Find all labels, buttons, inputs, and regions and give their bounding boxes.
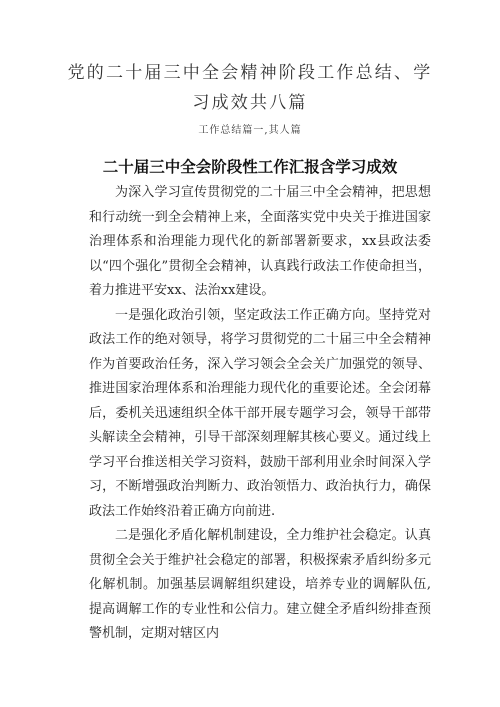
document-title-line-2: 习成效共八篇 — [192, 93, 308, 113]
document-title-line-1: 党的二十届三中全会精神阶段工作总结、学 — [67, 63, 433, 83]
section-heading: 二十届三中全会阶段性工作汇报含学习成效 — [102, 158, 398, 176]
document-title — [60, 58, 440, 118]
document-subtitle: 工作总结篇一,其人篇 — [198, 125, 302, 136]
body-text — [89, 181, 431, 647]
paragraph-3: 二是强化矛盾化解机制建设，全力维护社会稳定。认真贯彻全会关于维护社会稳定的部署，积极探索矛盾纠纷多元化解机制。加强基层调解组织建设，培养专业的调解队伍,提高调解工作的专业性和公信力。建立健全矛盾纠纷排查预警机制，定期对辖区内 — [89, 528, 431, 641]
paragraph-1: 为深入学习宣传贯彻党的二十届三中全会精神，把思想和行动统一到全会精神上来，全面落实党中央关于推进国家治理体系和治理能力现代化的新部署新要求，xx县政法委以“四个强化”贯彻全会精神，认真践行政法工作使命担当，着力推进平安xx、法治xx建设。 — [89, 185, 431, 298]
paragraph-2: 一是强化政治引领，坚定政法工作正确方向。坚持党对政法工作的绝对领导，将学习贯彻党的二十届三中全会精神作为首要政治任务，深入学习领会全会关广加强党的领导、推进国家治理体系和治理能力现代化的重要论述。全会闭幕后，委机关迅速组织全体干部开展专题学习会，领导干部带头解读全会精神，引导干部深刻理解其核心要义。通过线上学习平台推送相关学习资料，鼓励干部利用业余时间深入学习，不断增强政治判断力、政治领悟力、政治执行力，确保政法工作始终沿着正确方向前进. — [89, 307, 431, 519]
